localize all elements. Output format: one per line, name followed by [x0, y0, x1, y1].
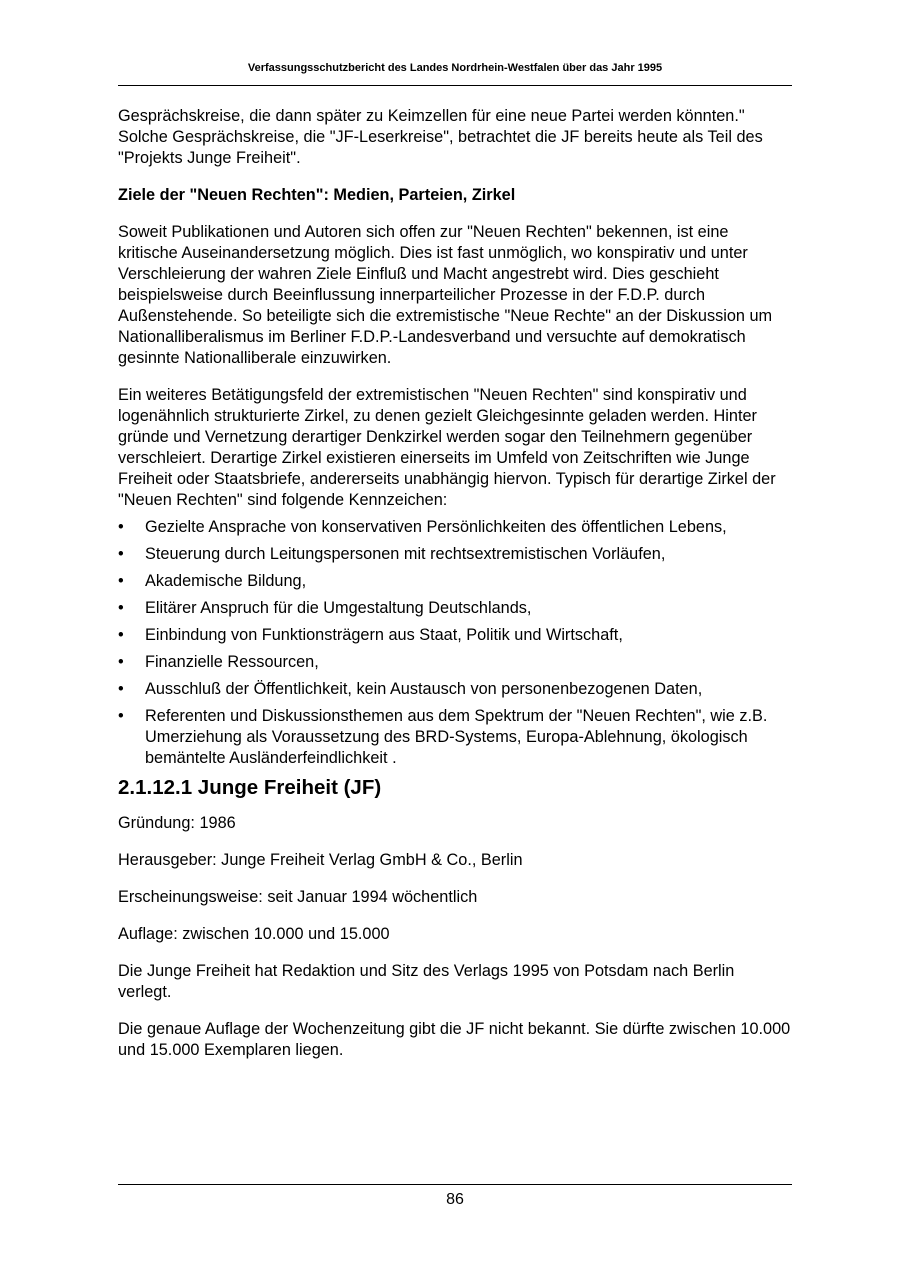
header-divider [118, 85, 792, 86]
list-item-text: Elitärer Anspruch für die Umgestaltung Deutschlands, [145, 599, 532, 617]
subheading: Ziele der "Neuen Rechten": Medien, Parteien, Zirkel [118, 186, 516, 204]
page-body [118, 106, 792, 1077]
paragraph-intro: Gesprächskreise, die dann später zu Keimzellen für eine neue Partei werden könnten." Solche Gesprächskreise, die "JF-Leserkreise", betrachtet die JF bereits heute als Teil des "Projekts Junge Freiheit". [118, 107, 763, 167]
list-item [118, 706, 792, 769]
paragraph-circulation: Die genaue Auflage der Wochenzeitung gibt die JF nicht bekannt. Sie dürfte zwischen 10.000 und 15.000 Exemplaren liegen. [118, 1020, 791, 1059]
list-item-text: Finanzielle Ressourcen, [145, 653, 319, 671]
list-item-text: Gezielte Ansprache von konservativen Persönlichkeiten des öffentlichen Lebens, [145, 518, 727, 536]
paragraph-relocation: Die Junge Freiheit hat Redaktion und Sitz des Verlags 1995 von Potsdam nach Berlin verlegt. [118, 962, 735, 1001]
paragraph-neue-rechte: Soweit Publikationen und Autoren sich offen zur "Neuen Rechten" bekennen, ist eine kritische Auseinandersetzung möglich. Dies ist fast unmöglich, wo konspirativ und unter Verschleierung der wahren Ziele Einfluß und Macht angestrebt wird. Dies geschieht beispielsweise durch Beeinflussung innerparteilicher Prozesse in der F.D.P. durch Außenstehende. So beteiligte sich die extremistische "Neue Rechte" an der Diskussion um Nationalliberalismus im Berliner F.D.P.-Landesverband und versuchte auf demokratisch gesinnte Nationalliberale einzuwirken. [118, 223, 773, 367]
founding-line: Gründung: 1986 [118, 814, 236, 832]
circulation-line: Auflage: zwischen 10.000 und 15.000 [118, 925, 390, 943]
list-item-text: Akademische Bildung, [145, 572, 307, 590]
list-item-text: Steuerung durch Leitungspersonen mit rechtsextremistischen Vorläufen, [145, 545, 666, 563]
running-header: Verfassungsschutzbericht des Landes Nordrhein-Westfalen über das Jahr 1995 [247, 62, 663, 74]
list-item [118, 571, 792, 592]
list-item-text: Referenten und Diskussionsthemen aus dem Spektrum der "Neuen Rechten", wie z.B. Umerziehung als Voraussetzung des BRD-Systems, Europa-Ablehnung, ökologisch bemäntelte Ausländerfeindlichkeit . [145, 707, 768, 767]
bullet-icon: • [118, 680, 124, 698]
characteristics-list [118, 517, 792, 769]
list-item [118, 625, 792, 646]
bullet-icon: • [118, 572, 124, 590]
list-item [118, 679, 792, 700]
page-number: 86 [446, 1191, 464, 1208]
frequency-line: Erscheinungsweise: seit Januar 1994 wöchentlich [118, 888, 478, 906]
publisher-line: Herausgeber: Junge Freiheit Verlag GmbH & Co., Berlin [118, 851, 523, 869]
bullet-icon: • [118, 599, 124, 617]
bullet-icon: • [118, 518, 124, 536]
footer-divider [118, 1184, 792, 1185]
list-item-text: Ausschluß der Öffentlichkeit, kein Austausch von personenbezogenen Daten, [145, 680, 703, 698]
list-item [118, 652, 792, 673]
paragraph-zirkel: Ein weiteres Betätigungsfeld der extremistischen "Neuen Rechten" sind konspirativ und logenähnlich strukturierte Zirkel, zu denen gezielt Gleichgesinnte geladen werden. Hinter gründe und Vernetzung derartiger Denkzirkel werden sogar den Teilnehmern gegenüber verschleiert. Derartige Zirkel existieren einerseits im Umfeld von Zeitschriften wie Junge Freiheit oder Staatsbriefe, andererseits unabhängig hiervon. Typisch für derartige Zirkel der "Neuen Rechten" sind folgende Kennzeichen: [118, 386, 776, 509]
bullet-icon: • [118, 653, 124, 671]
list-item [118, 517, 792, 538]
bullet-icon: • [118, 707, 124, 725]
list-item [118, 598, 792, 619]
bullet-icon: • [118, 545, 124, 563]
bullet-icon: • [118, 626, 124, 644]
list-item [118, 544, 792, 565]
section-heading: 2.1.12.1 Junge Freiheit (JF) [118, 776, 382, 799]
list-item-text: Einbindung von Funktionsträgern aus Staat, Politik und Wirtschaft, [145, 626, 623, 644]
